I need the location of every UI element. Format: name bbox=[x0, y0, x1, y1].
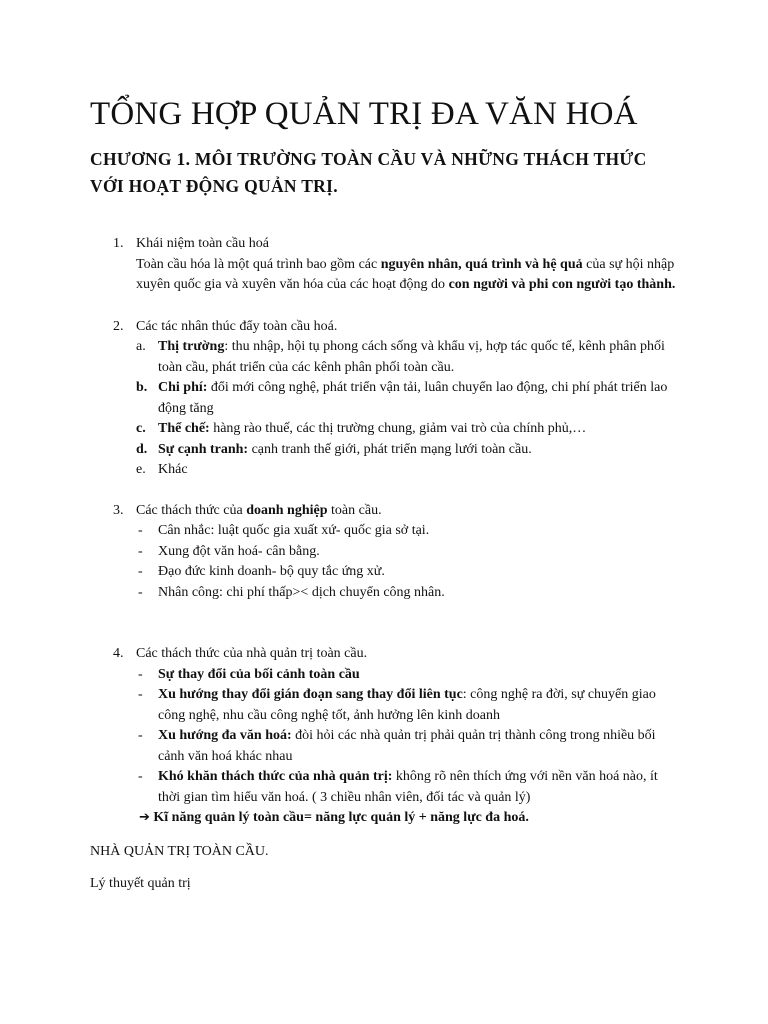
list-item bbox=[136, 685, 680, 726]
list-item-bold: Sự cạnh tranh: bbox=[158, 441, 249, 457]
section-1-bold-b: nguyên nhân, quá trình và hệ quả bbox=[380, 256, 583, 272]
section-3 bbox=[90, 501, 680, 604]
list-item-bold: Thể chế: bbox=[158, 421, 210, 436]
list-item bbox=[136, 440, 680, 461]
list-item-text: : công nghệ ra đời, sự chuyển giao công nghệ, nhu cầu công nghệ tốt, ảnh hưởng lên kinh doanh bbox=[158, 687, 656, 723]
list-item-text: không rõ nên thích ứng với nền văn hoá nào, ít thời gian tìm hiểu văn hoá. ( 3 chiều nhân viên, đối tác và quản lý) bbox=[158, 769, 658, 805]
list-item bbox=[136, 521, 680, 542]
section-3-number: 3. bbox=[113, 502, 124, 518]
section-4 bbox=[90, 644, 680, 829]
section-3-heading bbox=[136, 501, 680, 522]
list-item-text: hàng rào thuế, các thị trường chung, giảm vai trò của chính phủ,… bbox=[209, 421, 587, 436]
list-item bbox=[136, 767, 680, 808]
section-2-number: 2. bbox=[113, 318, 124, 334]
list-marker: b. bbox=[136, 380, 148, 395]
list-item-text: Đạo đức kinh doanh- bộ quy tắc ứng xử. bbox=[158, 564, 385, 579]
conclusion-line bbox=[136, 808, 680, 829]
section-1-paragraph bbox=[136, 255, 680, 296]
section-4-number: 4. bbox=[113, 646, 124, 661]
list-item-text: : thu nhập, hội tụ phong cách sống và khẩu vị, hợp tác quốc tế, kênh phân phối toàn cầu, phát triển của các kênh phân phối toàn cầu. bbox=[158, 339, 665, 375]
list-item bbox=[136, 562, 680, 583]
list-item-text: Khác bbox=[158, 462, 188, 477]
section-1-text-c: của sự hội nhập xuyên quốc gia và xuyên văn hóa của các hoạt động do bbox=[136, 256, 675, 292]
list-marker: c. bbox=[136, 421, 146, 436]
section-2-heading: Các tác nhân thúc đẩy toàn cầu hoá. bbox=[136, 318, 338, 334]
list-item-text: đổi mới công nghệ, phát triển vận tải, luân chuyển lao động, chi phí phát triển lao động tăng bbox=[158, 380, 668, 416]
list-item bbox=[136, 460, 680, 481]
section-3-heading-c: toàn cầu. bbox=[327, 502, 382, 518]
bullet-dash: - bbox=[138, 584, 143, 600]
section-3-heading-bold: doanh nghiệp bbox=[246, 502, 328, 518]
management-theory-line: Lý thuyết quản trị bbox=[90, 876, 191, 891]
document-title: TỔNG HỢP QUẢN TRỊ ĐA VĂN HOÁ bbox=[90, 96, 638, 132]
list-item-bold: Xu hướng thay đổi gián đoạn sang thay đổi liên tục bbox=[158, 687, 463, 702]
list-item bbox=[136, 337, 680, 378]
list-item-text: đòi hỏi các nhà quản trị phải quản trị thành công trong nhiều bối cảnh văn hoá khác nhau bbox=[158, 728, 656, 764]
chapter-heading: CHƯƠNG 1. MÔI TRƯỜNG TOÀN CẦU VÀ NHỮNG THÁCH THỨC VỚI HOẠT ĐỘNG QUẢN TRỊ. bbox=[90, 149, 647, 196]
section-1-bold-d: con người và phi con người tạo thành. bbox=[448, 277, 676, 292]
list-item-bold: Sự thay đổi của bối cảnh toàn cầu bbox=[158, 666, 360, 682]
section-4-heading: Các thách thức của nhà quản trị toàn cầu. bbox=[136, 646, 368, 661]
bullet-dash: - bbox=[138, 523, 143, 538]
bullet-dash: - bbox=[138, 769, 143, 784]
section-1 bbox=[90, 234, 680, 296]
bullet-dash: - bbox=[138, 728, 143, 743]
bullet-dash: - bbox=[138, 564, 143, 579]
bullet-dash: - bbox=[138, 543, 143, 559]
list-item bbox=[136, 583, 680, 604]
list-item-bold: Xu hướng đa văn hoá: bbox=[158, 728, 292, 743]
arrow-icon: ➔ bbox=[139, 810, 150, 825]
section-1-number: 1. bbox=[113, 236, 124, 251]
list-marker: a. bbox=[136, 339, 146, 354]
list-item-text: Nhân công: chi phí thấp>< dịch chuyển công nhân. bbox=[158, 584, 445, 600]
list-item bbox=[136, 665, 680, 686]
list-marker: e. bbox=[136, 462, 146, 477]
list-item bbox=[136, 542, 680, 563]
section-3-heading-a: Các thách thức của bbox=[136, 502, 247, 518]
global-manager-heading: NHÀ QUẢN TRỊ TOÀN CẦU. bbox=[90, 843, 269, 859]
list-item-text: cạnh tranh thế giới, phát triển mạng lưới toàn cầu. bbox=[248, 441, 532, 457]
list-item-bold: Khó khăn thách thức của nhà quản trị: bbox=[158, 769, 393, 784]
bullet-dash: - bbox=[138, 666, 143, 682]
conclusion-text: Kĩ năng quản lý toàn cầu= năng lực quản lý + năng lực đa hoá. bbox=[153, 810, 529, 825]
section-2 bbox=[90, 317, 680, 481]
section-1-heading: Khái niệm toàn cầu hoá bbox=[136, 236, 269, 251]
list-item-text: Xung đột văn hoá- cân bằng. bbox=[158, 543, 320, 559]
list-marker: d. bbox=[136, 441, 148, 457]
list-item bbox=[136, 419, 680, 440]
list-item-text: Cân nhắc: luật quốc gia xuất xứ- quốc gia sở tại. bbox=[158, 523, 430, 538]
list-item bbox=[136, 378, 680, 419]
section-1-text-a: Toàn cầu hóa là một quá trình bao gồm các bbox=[136, 256, 381, 272]
list-item-bold: Thị trường bbox=[158, 339, 225, 354]
list-item-bold: Chi phí: bbox=[158, 380, 208, 395]
list-item bbox=[136, 726, 680, 767]
bullet-dash: - bbox=[138, 687, 143, 702]
document-body bbox=[90, 234, 680, 895]
